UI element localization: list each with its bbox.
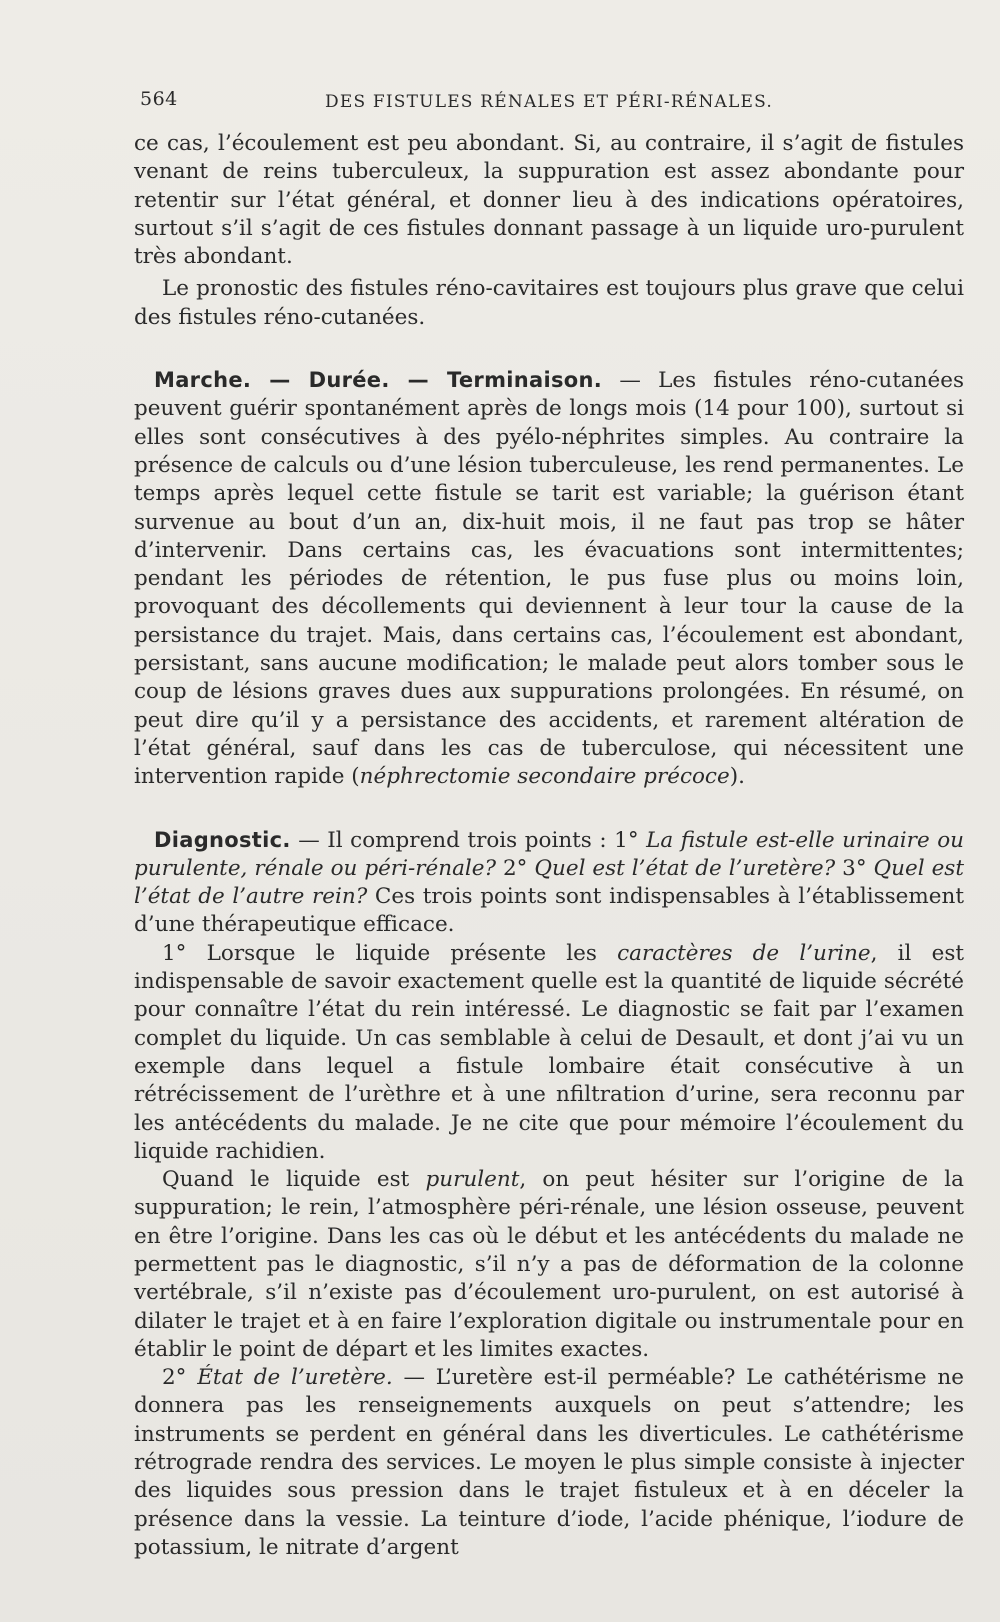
diagnostic-text: — Il comprend trois points : 1°	[290, 827, 647, 853]
page-number: 564	[140, 88, 178, 110]
paragraph-continuation: ce cas, l’écoulement est peu abondant. Si, au contraire, il s’agit de fistules venant de reins tuberculeux, la suppuration est assez abondante pour retentir sur l’état général, et donner lieu à des indications opératoires, surtout s’il s’agit de ces fistules donnant passage à un liquide uro-purulent très abondant.	[134, 131, 964, 270]
section-diagnostic	[134, 826, 964, 940]
paragraph-purulent	[134, 1166, 964, 1364]
point1-text: 1° Lorsque le liquide présente les	[162, 940, 618, 966]
purulent-italic: purulent	[425, 1167, 520, 1193]
page-header	[140, 88, 960, 118]
point2-italic: État de l’uretère.	[197, 1365, 393, 1391]
paragraph-pronostic: Le pronostic des fistules réno-cavitaires est toujours plus grave que celui des fistules réno-cutanées.	[134, 276, 964, 330]
marche-text-1: — Les fistules réno-cutanées peuvent guérir spontanément après de longs mois (14 pour 100), surtout si elles sont consécutives à des pyélo-néphrites simples. Au contraire la présence de calculs ou d’une lésion tuberculeuse, les rend permanentes. Le temps après lequel cette fistule se tarit est variable; la guérison étant survenue au bout d’un an, dix-huit mois, il ne faut pas trop se hâter d’intervenir. Dans certains cas, les évacuations sont intermittentes; pendant les périodes de rétention, le pus fuse plus ou moins loin, provoquant des décollements qui deviennent à leur tour la cause de la persistance du trajet. Mais, dans certains cas, l’écoulement est abondant, persistant, sans aucune modification; le malade peut alors tomber sous le coup de lésions graves dues aux suppurations prolongées. En résumé, on peut dire qu’il y a persistance des accidents, et rarement altération de l’état général, sauf dans les cas de tuberculose, qui nécessitent une intervention rapide (	[134, 368, 964, 790]
point1-text: , il est indispensable de savoir exactement quelle est la quantité de liquide sécrété pour connaître l’état du rein intéressé. Le diagnostic se fait par l’examen complet du liquide. Un cas semblable à celui de Desault, et dont j’ai vu un exemple dans lequel a fistule lombaire était consécutive à un rétrécissement de l’urèthre et à une nfiltration d’urine, sera reconnu par les antécédents du malade. Je ne cite que pour mémoire l’écoulement du liquide rachidien.	[134, 940, 964, 1164]
running-title: DES FISTULES RÉNALES ET PÉRI-RÉNALES.	[325, 92, 773, 112]
diagnostic-question-1: La fistule est-elle urinaire ou purulente, rénale ou péri-rénale?	[134, 827, 964, 881]
paragraph-point-2	[134, 1364, 964, 1562]
diagnostic-question-3: Quel est l’état de l’autre rein?	[134, 855, 964, 910]
diagnostic-text: Ces trois points sont indispensables à l’établissement d’une thérapeutique efficace.	[134, 884, 964, 938]
diagnostic-text: 3°	[835, 855, 874, 881]
section-heading-marche: Marche. — Durée. — Terminaison.	[154, 368, 603, 393]
paragraph-point-1	[134, 940, 964, 1166]
diagnostic-question-2: Quel est l’état de l’uretère?	[534, 855, 836, 881]
point2-text: 2°	[162, 1365, 198, 1391]
diagnostic-text: 2°	[496, 855, 535, 881]
point2-text: — L’uretère est-il perméable? Le cathétérisme ne donnera pas les renseignements auxquels on peut s’attendre; les instruments se perdent en général dans les diverticules. Le cathétérisme rétrograde rendra des services. Le moyen le plus simple consiste à injecter des liquides sous pression dans le trajet fistuleux et à en déceler la présence dans la vessie. La teinture d’iode, l’acide phénique, l’iodure de potassium, le nitrate d’argent	[134, 1365, 964, 1560]
marche-text-2: ).	[729, 764, 745, 790]
purulent-text: Quand le liquide est	[162, 1167, 426, 1193]
purulent-text: , on peut hésiter sur l’origine de la suppuration; le rein, l’atmosphère péri-rénale, une lésion osseuse, peuvent en être l’origine. Dans les cas où le début et les antécédents du malade ne permettent pas le diagnostic, s’il n’y a pas de déformation de la colonne vertébrale, s’il n’existe pas d’écoulement uro-purulent, on est autorisé à dilater le trajet et à en faire l’exploration digitale ou instrumentale pour en établir le point de départ et les limites exactes.	[134, 1167, 965, 1362]
page-body	[134, 130, 964, 1562]
point1-italic: caractères de l’urine	[617, 940, 871, 966]
section-heading-diagnostic: Diagnostic.	[154, 827, 291, 852]
marche-italic: néphrectomie secondaire précoce	[359, 764, 730, 790]
section-marche	[134, 366, 964, 791]
